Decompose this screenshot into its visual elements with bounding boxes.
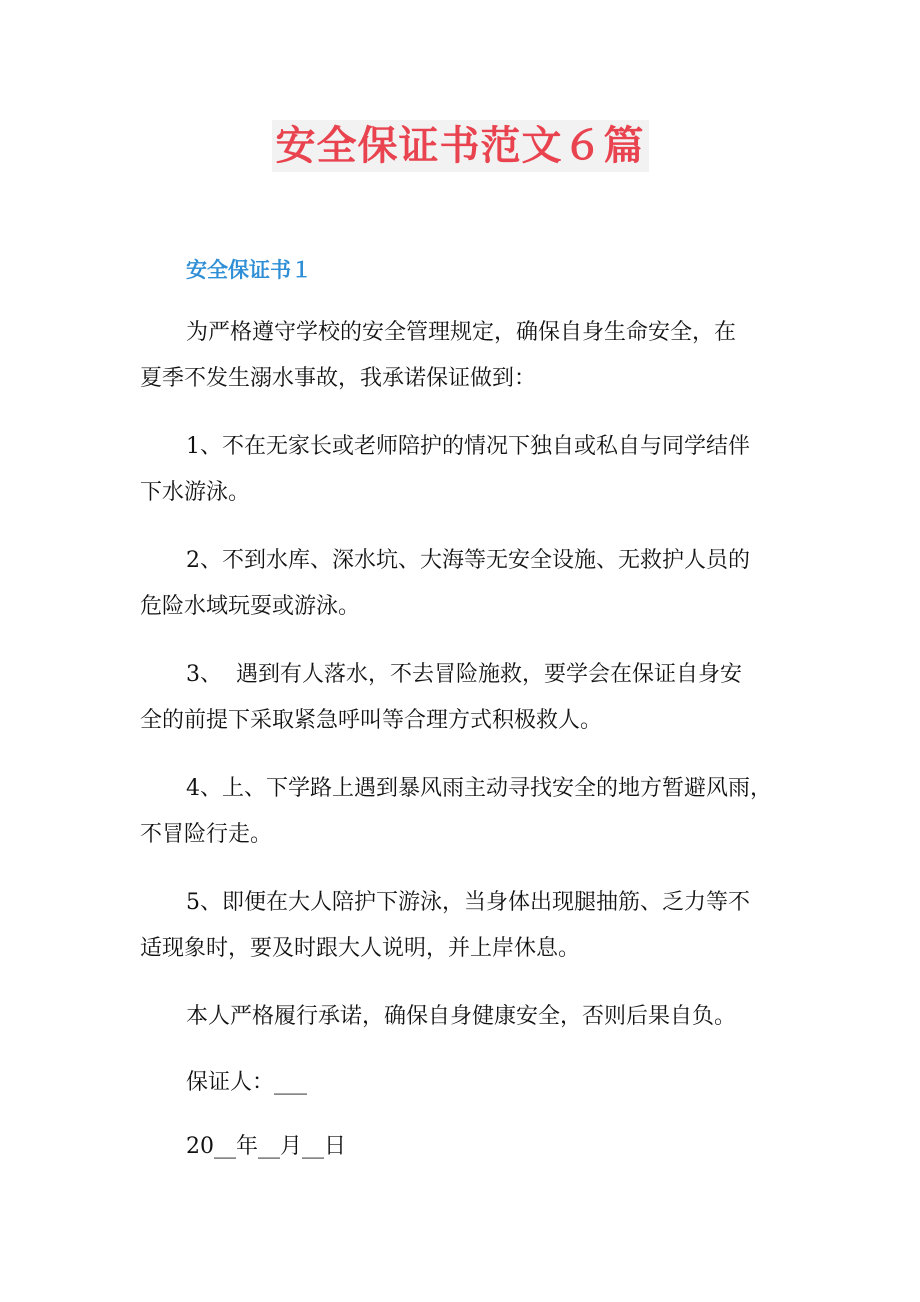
title-container [0, 120, 920, 172]
document-title: 安全保证书范文６篇 [272, 120, 649, 172]
list-item-4-line-2: 不冒险行走。 [140, 822, 273, 847]
list-item-3 [140, 652, 790, 744]
list-item-2 [140, 538, 790, 630]
list-item-3-line-2: 全的前提下采取紧急呼叫等合理方式积极救人。 [140, 708, 603, 733]
list-item-2-line-1: 2、不到水库、深水坑、大海等无安全设施、无救护人员的 [186, 548, 750, 573]
date-line: 20__年__月__日 [186, 1134, 346, 1159]
list-item-2-line-2: 危险水域玩耍或游泳。 [140, 594, 361, 619]
list-item-5 [140, 880, 790, 972]
intro-paragraph [140, 310, 790, 402]
list-item-3-line-1: 3、 遇到有人落水，不去冒险施救，要学会在保证自身安 [186, 662, 742, 687]
list-item-4-line-1: 4、上、下学路上遇到暴风雨主动寻找安全的地方暂避风雨， [186, 776, 772, 801]
list-item-1-line-2: 下水游泳。 [140, 480, 251, 505]
commitment-statement: 本人严格履行承诺，确保自身健康安全，否则后果自负。 [186, 1004, 737, 1029]
guarantor-signature-line: 保证人：___ [186, 1070, 308, 1095]
intro-line-1: 为严格遵守学校的安全管理规定，确保自身生命安全，在 [186, 320, 737, 345]
list-item-5-line-2: 适现象时，要及时跟大人说明，并上岸休息。 [140, 936, 581, 961]
list-item-4 [140, 766, 790, 858]
list-item-1 [140, 424, 790, 516]
list-item-5-line-1: 5、即便在大人陪护下游泳，当身体出现腿抽筋、乏力等不 [186, 890, 750, 915]
intro-line-2: 夏季不发生溺水事故，我承诺保证做到： [140, 366, 537, 391]
section-heading: 安全保证书１ [186, 258, 312, 282]
list-item-1-line-1: 1、不在无家长或老师陪护的情况下独自或私自与同学结伴 [186, 434, 750, 459]
